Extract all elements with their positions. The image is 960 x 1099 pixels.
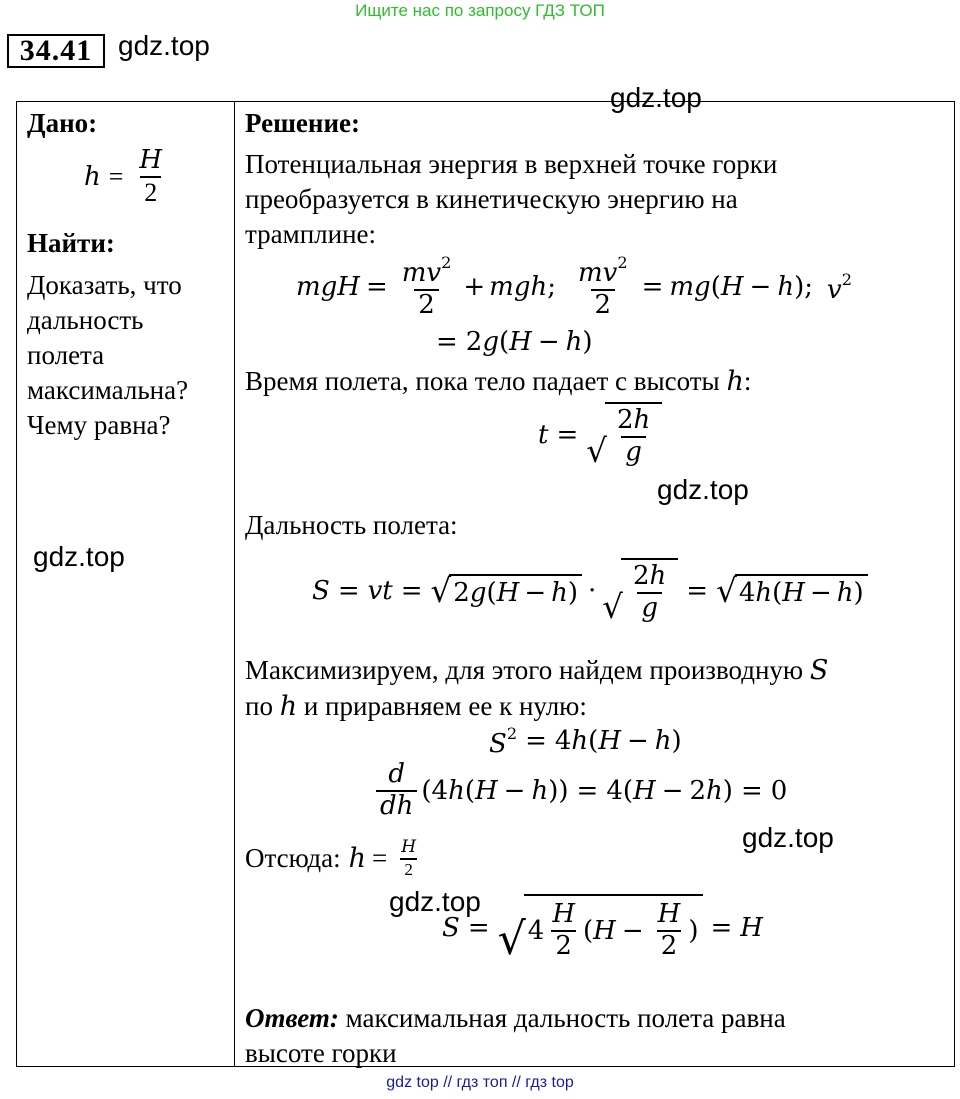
maximize-line: Максимизируем, для этого найдем производную S — [245, 655, 829, 686]
intro-line: преобразуется в кинетическую энергию на — [245, 184, 738, 214]
given-title: Дано: — [27, 108, 98, 138]
given-denominator: 2 — [140, 176, 161, 208]
watermark: gdz.top — [389, 886, 481, 917]
hence-line: Отсюда: h = $\frac{H}{2}$ — [245, 837, 417, 879]
given-eq-sign: = — [108, 161, 124, 191]
find-line: Доказать, что — [27, 270, 182, 300]
derivative-equation: $\frac{d}{dh}$ (4 h ( H − h )) = 4( H − 2 h ) = 0 — [372, 760, 787, 822]
answer-line: Ответ: максимальная дальность полета равна — [245, 1003, 786, 1033]
velocity-equation: = 2 g ( H − h ) — [436, 327, 593, 357]
search-banner: Ищите нас по запросу ГДЗ ТОП — [355, 1, 605, 20]
watermark: gdz.top — [33, 541, 125, 572]
answer-line: высоте горки — [245, 1038, 397, 1068]
find-line: Чему равна? — [27, 410, 171, 440]
given-numerator: H — [139, 145, 163, 175]
find-line: дальность — [27, 305, 144, 335]
intro-line: трамплине: — [245, 219, 377, 249]
time-text: Время полета, пока тело падает с высоты h: — [245, 366, 752, 397]
energy-equation: mgH = $\frac{mv^2}{2}$ + mgh ; $\frac{mv^2}{2}$ = mg ( H − h ); $v^2$ — [296, 253, 852, 320]
given-formula — [84, 146, 170, 208]
task-number: 34.41 — [7, 34, 105, 68]
watermark: gdz.top — [610, 82, 702, 113]
watermark: gdz.top — [742, 822, 834, 853]
final-equation: S = √ 4 $\frac{H}{2}$ ( H − $\frac{H}{2}$ ) = H — [442, 894, 763, 962]
time-equation: t = √ $\frac{2h}{g}$ — [538, 402, 662, 468]
intro-line: Потенциальная энергия в верхней точке горки — [245, 149, 778, 179]
maximize-line: по h и приравняем ее к нулю: — [245, 691, 587, 722]
given-lhs: h — [84, 161, 101, 192]
find-title: Найти: — [27, 228, 115, 258]
column-divider — [234, 101, 235, 1067]
footer-links: gdz top // гдз топ // гдз top — [386, 1074, 574, 1091]
header-watermark: gdz.top — [118, 30, 210, 61]
square-equation: $S^2$ = 4 h ( H − h ) — [489, 724, 682, 759]
range-equation: S = vt = √ 2 g ( H − h ) · √ $\frac{2h}{g}$ = √ 4 h ( H − h ) — [312, 558, 868, 624]
solution-title: Решение: — [245, 108, 360, 138]
answer-label: Ответ: — [245, 1003, 339, 1033]
range-text: Дальность полета: — [245, 510, 458, 540]
find-line: полета — [27, 340, 105, 370]
find-line: максимальна? — [27, 375, 189, 405]
watermark: gdz.top — [657, 474, 749, 505]
